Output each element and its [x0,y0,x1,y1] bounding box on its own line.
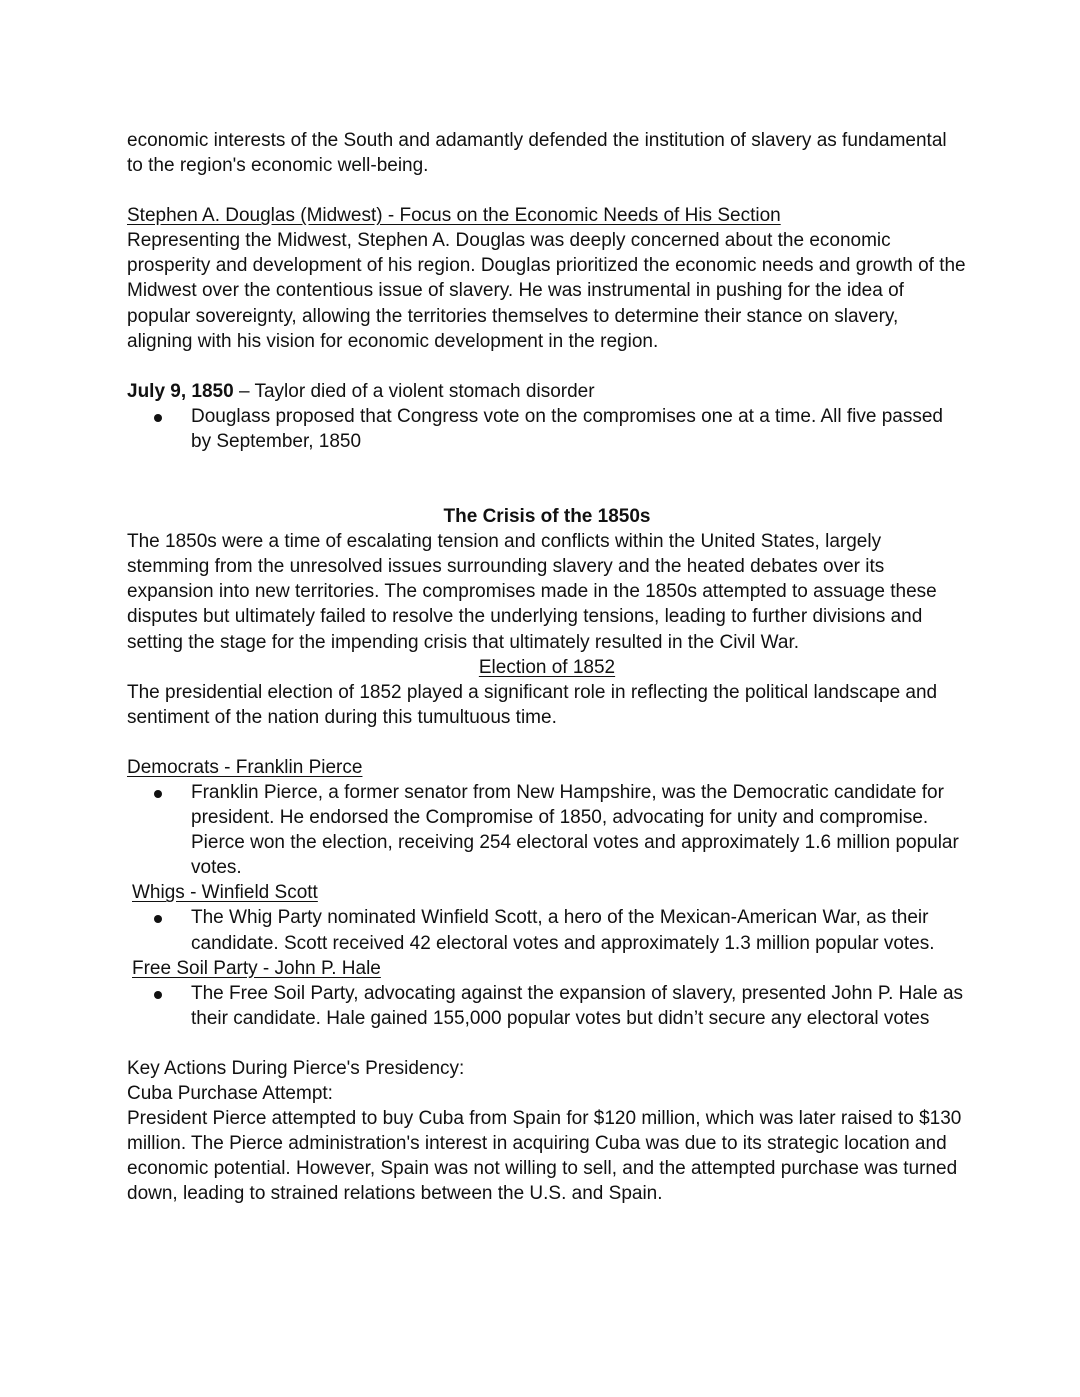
bullet-icon [154,790,162,798]
crisis-title: The Crisis of the 1850s [443,506,651,528]
candidate-list-whigs [127,905,967,955]
list-item [191,905,967,955]
crisis-paragraph: The 1850s were a time of escalating tension and conflicts within the United States, largely stemming from the unresolved issues surrounding slavery and the heated debates over its expansion into new territories. The compromises made in the 1850s attempted to assuage these disputes but ultimately failed to resolve the underlying tensions, leading to further divisions and setting the stage for the impending crisis that ultimately resulted in the Civil War. [127,531,937,653]
bullet-icon [154,991,162,999]
douglas-paragraph: Representing the Midwest, Stephen A. Douglas was deeply concerned about the economic prosperity and development of his region. Douglas prioritized the economic needs and growth of the Midwest over the contentious issue of slavery. He was instrumental in pushing for the idea of popular sovereignty, allowing the territories themselves to determine their stance on slavery, aligning with his vision for economic development in the region. [127,230,966,352]
list-item [191,404,967,454]
election-heading: Election of 1852 [478,656,616,678]
pierce-presidency-heading: Key Actions During Pierce's Presidency: [127,1057,465,1079]
douglas-heading: Stephen A. Douglas (Midwest) - Focus on the Economic Needs of His Section [127,205,781,227]
document-page [127,128,967,1206]
candidate-heading-free-soil: Free Soil Party - John P. Hale [132,957,381,979]
list-item-text: Franklin Pierce, a former senator from New Hampshire, was the Democratic candidate for president. He endorsed the Compromise of 1850, advocating for unity and compromise. Pierce won the election, receiving 254 electoral votes and approximately 1.6 million popular votes. [191,781,959,879]
election-paragraph: The presidential election of 1852 played a significant role in reflecting the political landscape and sentiment of the nation during this tumultuous time. [127,681,938,728]
list-item [191,780,967,880]
list-item-text: Douglass proposed that Congress vote on the compromises one at a time. All five passed by September, 1850 [191,405,943,452]
taylor-event-text: – Taylor died of a violent stomach disorder [233,380,595,402]
list-item [191,981,967,1031]
intro-paragraph: economic interests of the South and adamantly defended the institution of slavery as fundamental to the region's economic well-being. [127,130,947,177]
candidate-list-free-soil [127,981,967,1031]
cuba-purchase-heading: Cuba Purchase Attempt: [127,1083,333,1104]
candidate-heading-line-free-soil [127,956,967,981]
candidate-heading-line-whigs [127,880,967,905]
taylor-event-date: July 9, 1850 [127,380,234,402]
cuba-purchase-paragraph: President Pierce attempted to buy Cuba from Spain for $120 million, which was later raised to $130 million. The Pierce administration's interest in acquiring Cuba was due to its strategic location and economic potential. However, Spain was not willing to sell, and the attempted purchase was turned down, leading to strained relations between the U.S. and Spain. [127,1108,962,1205]
list-item-text: The Whig Party nominated Winfield Scott, a hero of the Mexican-American War, as their candidate. Scott received 42 electoral votes and approximately 1.3 million popular votes. [191,907,935,954]
candidate-list-democrats [127,780,967,880]
taylor-event-list [127,404,967,454]
bullet-icon [154,915,162,923]
candidate-heading-whigs: Whigs - Winfield Scott [132,882,318,904]
bullet-icon [154,414,162,422]
candidate-heading-democrats: Democrats - Franklin Pierce [127,756,363,778]
taylor-event-line [127,379,967,404]
list-item-text: The Free Soil Party, advocating against the expansion of slavery, presented John P. Hale as their candidate. Hale gained 155,000 popular votes but didn’t secure any electoral votes [191,982,964,1029]
election-heading-line [127,655,967,680]
